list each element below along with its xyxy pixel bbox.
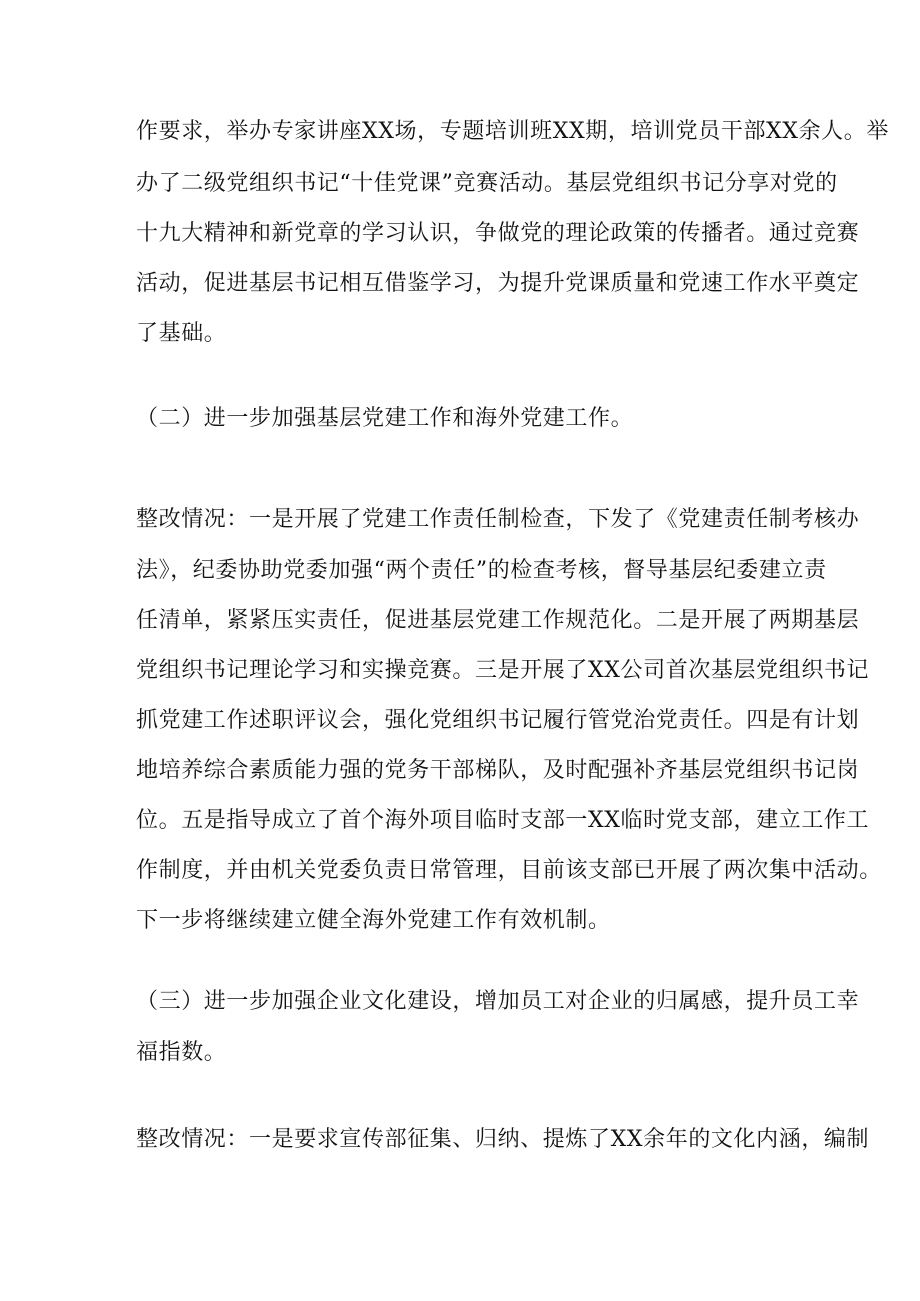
paragraph-line: 办了二级党组织书记“十佳党课”竞赛活动。基层党组织书记分享对党的: [136, 171, 838, 196]
heading-line: （三）进一步加强企业文化建设，增加员工对企业的归属感，提升员工幸: [136, 989, 860, 1014]
paragraph-line: 了基础。: [136, 321, 227, 346]
paragraph-line: 十九大精神和新党章的学习认识，争做党的理论政策的传播者。通过竞赛: [136, 221, 860, 246]
heading-line: 福指数。: [136, 1040, 227, 1065]
paragraph-line: 法》，纪委协助党委加强“两个责任”的检查考核，督导基层纪委建立责: [136, 558, 827, 583]
paragraph-line: 作要求，举办专家讲座XX场，专题培训班XX期，培训党员干部XX余人。举: [136, 119, 889, 144]
paragraph-line: 活动，促进基层书记相互借鉴学习，为提升党课质量和党速工作水平奠定: [136, 271, 860, 296]
paragraph-line: 党组织书记理论学习和实操竞赛。三是开展了XX公司首次基层党组织书记: [136, 658, 870, 683]
paragraph-line: 抓党建工作述职评议会，强化党组织书记履行管党治党责任。四是有计划: [136, 708, 860, 733]
paragraph-line: 整改情况：一是开展了党建工作责任制检查，下发了《党建责任制考核办: [136, 507, 860, 532]
paragraph-line: 任清单，紧紧压实责任，促进基层党建工作规范化。二是开展了两期基层: [136, 608, 860, 633]
paragraph-line: 整改情况：一是要求宣传部征集、归纳、提炼了XX余年的文化内涵，编制: [136, 1127, 870, 1152]
paragraph-line: 地培养综合素质能力强的党务干部梯队，及时配强补齐基层党组织书记岗: [136, 758, 860, 783]
paragraph-line: 下一步将继续建立健全海外党建工作有效机制。: [136, 908, 611, 933]
paragraph-line: 位。五是指导成立了首个海外项目临时支部一XX临时党支部，建立工作工: [136, 808, 870, 833]
paragraph-line: 作制度，并由机关党委负责日常管理，目前该支部已开展了两次集中活动。: [136, 858, 882, 883]
section-heading-2: （二）进一步加强基层党建工作和海外党建工作。: [136, 406, 634, 431]
